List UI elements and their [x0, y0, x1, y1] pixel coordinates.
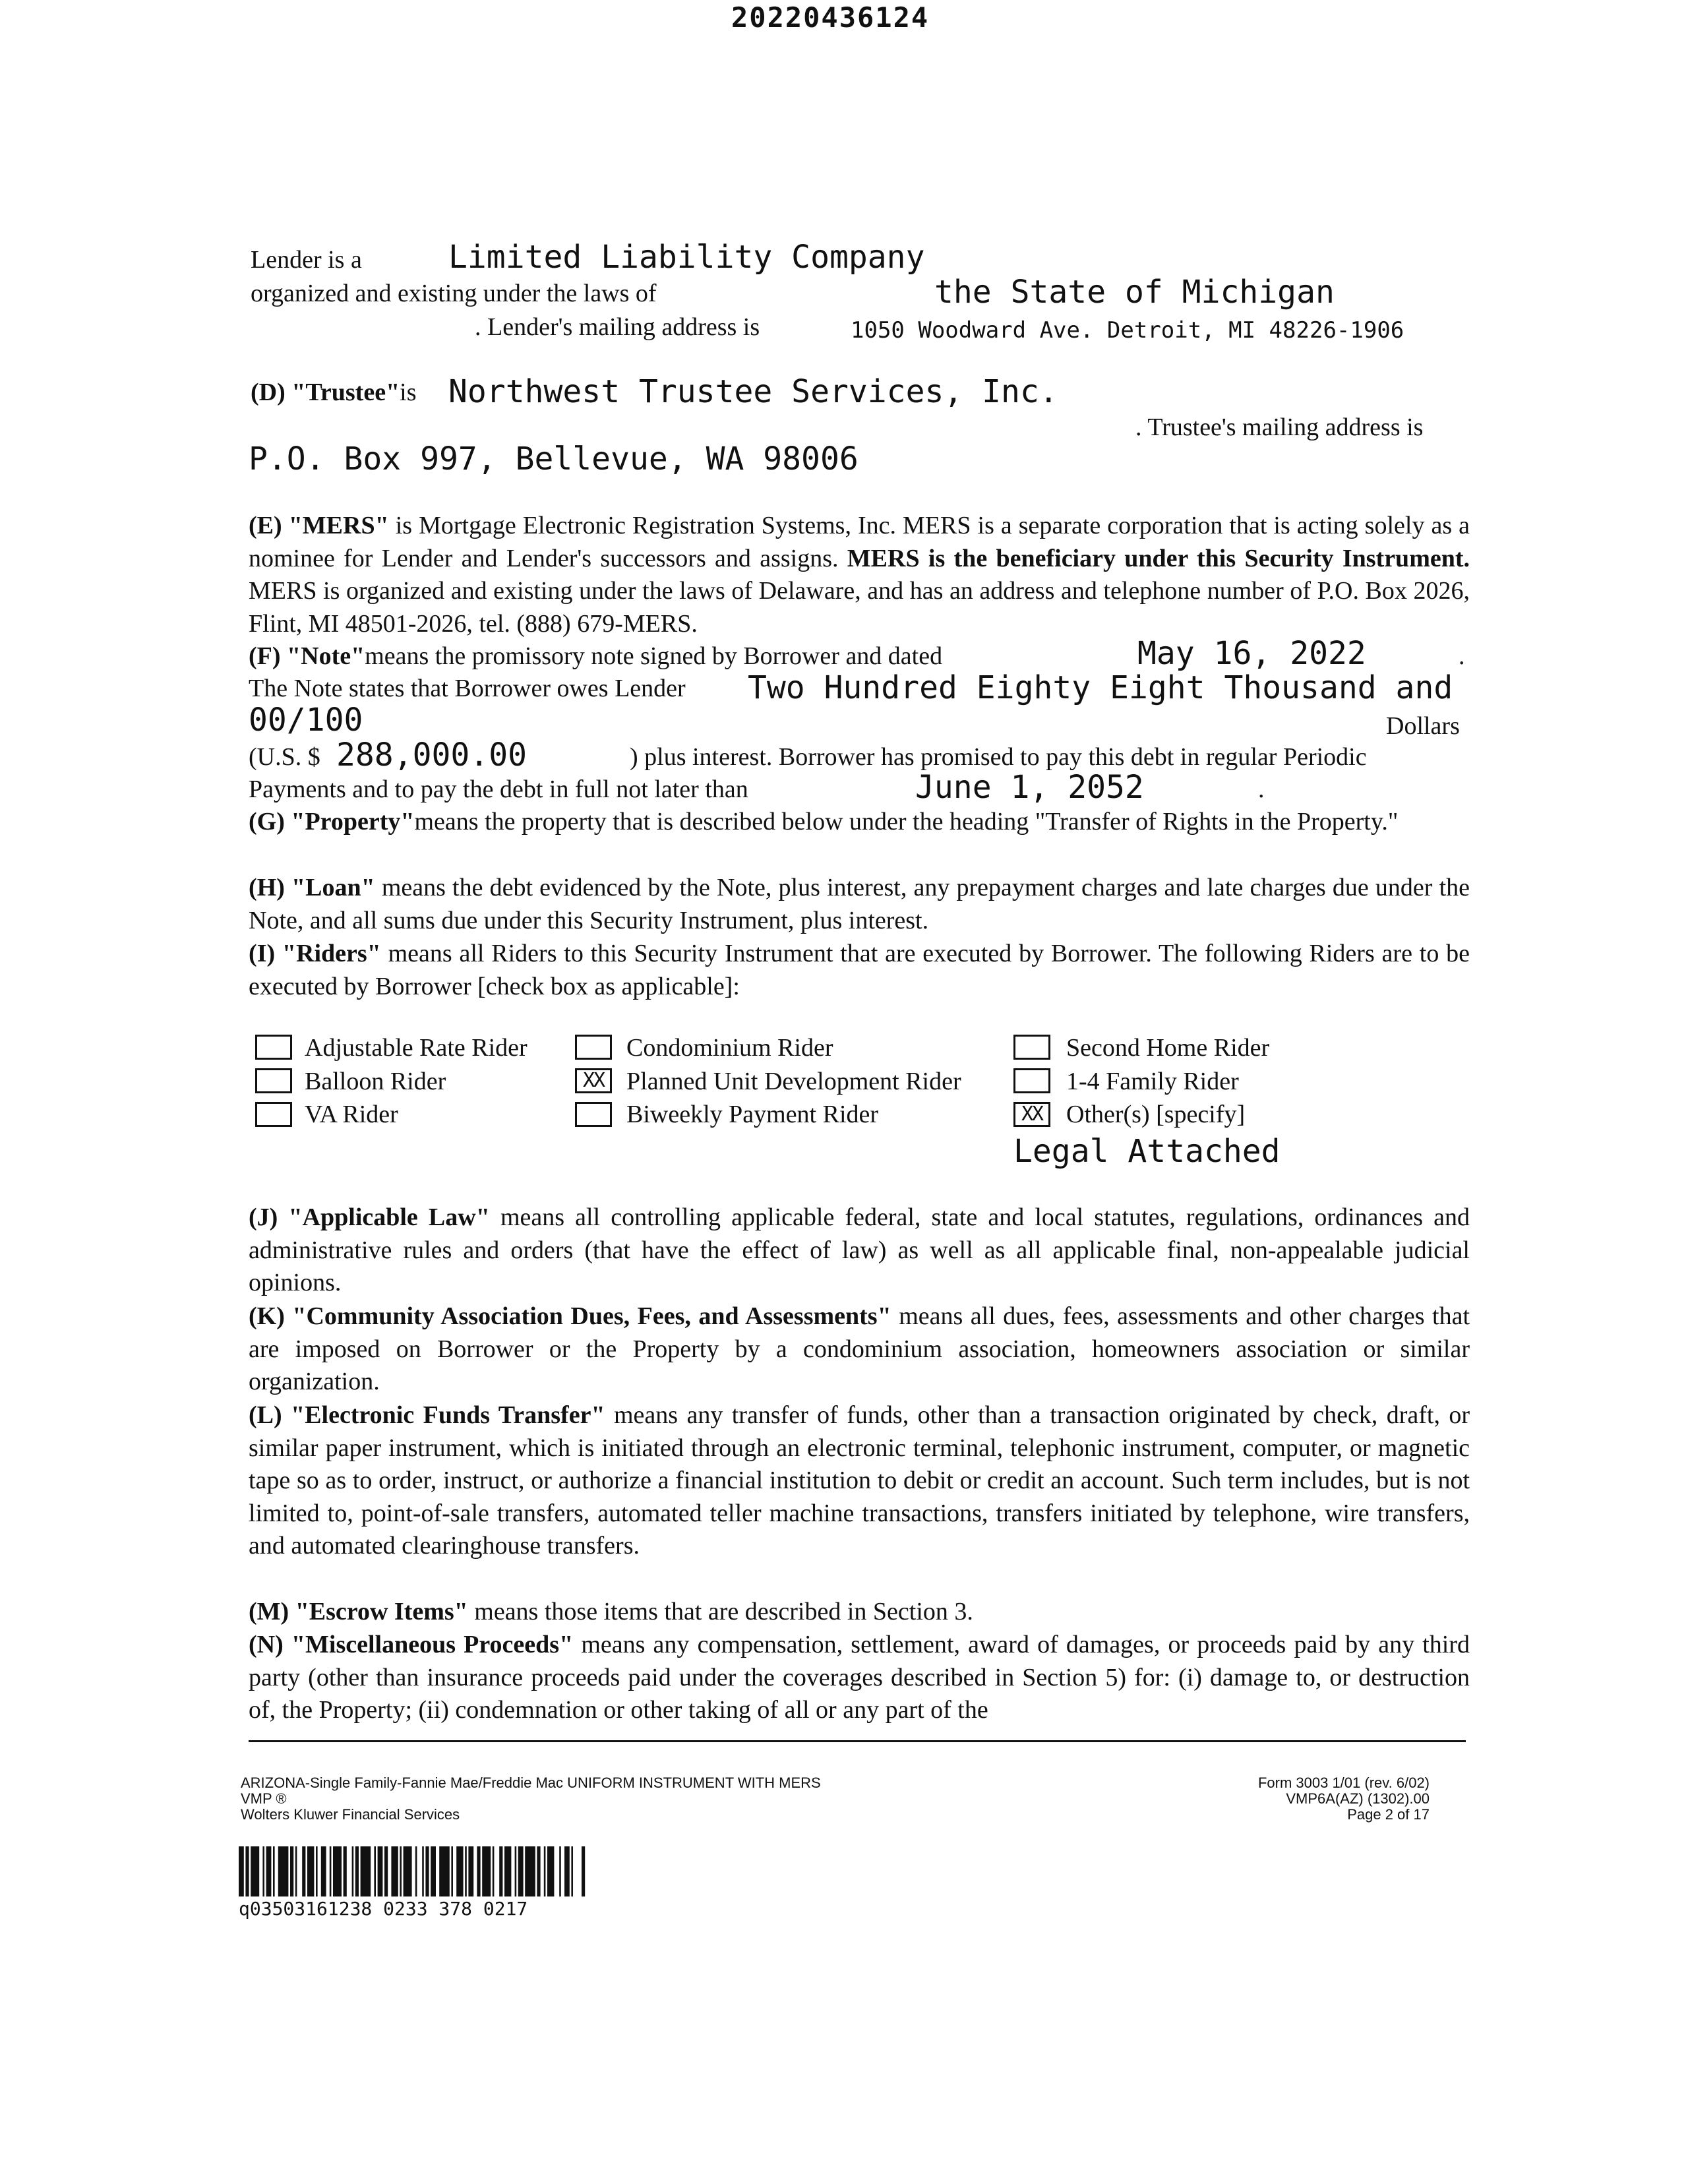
label-second-home-rider: Second Home Rider	[1066, 1034, 1270, 1062]
footer-form-number: Form 3003 1/01 (rev. 6/02)	[1257, 1774, 1430, 1791]
barcode-bar	[355, 1846, 359, 1896]
trustee-mailing-label: . Trustee's mailing address is	[1135, 413, 1424, 441]
note-dollars-label: Dollars	[1386, 712, 1460, 740]
riders-text: means all Riders to this Security Instrument that are executed by Borrower. The following Riders are to be executed by Borrower [check box as applicable]:	[249, 940, 1470, 1000]
barcode-bar	[504, 1846, 511, 1896]
barcode-bar	[374, 1846, 376, 1896]
note-text-4: Payments and to pay the debt in full not later than	[249, 775, 748, 803]
barcode-bar	[477, 1846, 480, 1896]
barcode-bar	[361, 1846, 371, 1896]
trustee-term: "Trustee"	[291, 379, 400, 406]
note-line-1	[249, 642, 942, 671]
label-balloon-rider: Balloon Rider	[305, 1068, 446, 1095]
checkbox-other-rider[interactable]: XX	[1013, 1102, 1050, 1127]
barcode-bar	[451, 1846, 453, 1896]
barcode-bar	[544, 1846, 546, 1896]
barcode-bar	[307, 1846, 314, 1896]
applicable-law-definition	[249, 1201, 1470, 1300]
community-text: means all dues, fees, assessments and other charges that are imposed on Borrower or the Property by a condominium association, homeowners association or similar organization.	[249, 1302, 1470, 1395]
lender-organized-label: organized and existing under the laws of	[251, 280, 657, 307]
mers-beneficiary-text: MERS is the beneficiary under this Security Instrument.	[847, 544, 1470, 572]
note-date-field: May 16, 2022	[1137, 635, 1366, 672]
note-term: "Note"	[287, 642, 365, 670]
lender-type-field: Limited Liability Company	[448, 239, 925, 276]
barcode-bar	[525, 1846, 535, 1896]
note-date-period: .	[1459, 642, 1465, 670]
barcode-bar	[239, 1846, 244, 1896]
checkbox-balloon-rider[interactable]	[255, 1068, 292, 1093]
note-text-3: ) plus interest. Borrower has promised to pay this debt in regular Periodic	[630, 743, 1367, 771]
community-association-definition	[249, 1300, 1470, 1399]
footer-publisher: Wolters Kluwer Financial Services	[241, 1806, 460, 1823]
escrow-items-definition	[249, 1596, 1470, 1629]
note-maturity-period: .	[1258, 775, 1265, 803]
barcode-bar	[493, 1846, 495, 1896]
misc-text: means any compensation, settlement, award of damages, or proceeds paid by any third party (other than insurance proceeds paid under the coverages described in Section 5) for: (i) damage to, or destruction of, the Property; (ii) condemnation or other taking of all or any part of the	[249, 1631, 1470, 1724]
mers-text-1: is Mortgage Electronic Registration Systems, Inc. MERS is a separate corporation that is acting solely as a nominee for Lender and Lender's successors and assigns.	[249, 512, 1470, 572]
barcode-bar	[384, 1846, 388, 1896]
barcode-bar	[391, 1846, 398, 1896]
barcode-bar	[482, 1846, 491, 1896]
barcode-bar	[456, 1846, 463, 1896]
barcode-image	[239, 1846, 717, 1896]
trustee-address-field: P.O. Box 997, Bellevue, WA 98006	[249, 440, 859, 477]
label-planned-unit-development-rider: Planned Unit Development Rider	[626, 1068, 961, 1095]
property-term: "Property"	[291, 808, 415, 835]
community-letter: (K)	[249, 1302, 285, 1330]
footer-vmp: VMP ®	[241, 1790, 287, 1807]
barcode-bar	[564, 1846, 570, 1896]
loan-term: "Loan"	[291, 874, 375, 901]
property-text: means the property that is described below under the heading "Transfer of Rights in the Property."	[414, 808, 1399, 835]
lender-state-field: the State of Michigan	[934, 274, 1335, 311]
label-condominium-rider: Condominium Rider	[626, 1034, 833, 1062]
barcode-bar	[515, 1846, 517, 1896]
eft-term: "Electronic Funds Transfer"	[291, 1401, 605, 1429]
note-text-1: means the promissory note signed by Borrower and dated	[365, 642, 943, 670]
loan-letter: (H)	[249, 874, 285, 901]
barcode-bar	[262, 1846, 264, 1896]
barcode-bar	[465, 1846, 467, 1896]
barcode-bar	[518, 1846, 524, 1896]
barcode-bar	[400, 1846, 402, 1896]
barcode-bar	[273, 1846, 275, 1896]
footer-page-number: Page 2 of 17	[1347, 1806, 1430, 1823]
trustee-letter: (D)	[251, 379, 286, 406]
checkbox-biweekly-payment-rider[interactable]	[575, 1102, 612, 1127]
note-letter: (F)	[249, 642, 281, 670]
eft-definition	[249, 1399, 1470, 1563]
note-amount-words-2: 00/100	[249, 702, 363, 739]
checkbox-planned-unit-development-rider[interactable]: XX	[575, 1068, 612, 1093]
community-term: "Community Association Dues, Fees, and Assessments"	[292, 1302, 891, 1330]
barcode-bar	[316, 1846, 318, 1896]
trustee-name-field: Northwest Trustee Services, Inc.	[448, 373, 1058, 410]
escrow-text: means those items that are described in Section 3.	[474, 1598, 973, 1625]
trustee-label	[251, 378, 417, 407]
checkbox-1-4-family-rider[interactable]	[1013, 1068, 1050, 1093]
barcode-bar	[537, 1846, 540, 1896]
mers-term: "MERS"	[288, 512, 389, 539]
note-owes-label: The Note states that Borrower owes Lender	[249, 675, 686, 702]
barcode-bar	[415, 1846, 417, 1896]
label-1-4-family-rider: 1-4 Family Rider	[1066, 1068, 1239, 1095]
note-maturity-field: June 1, 2052	[915, 769, 1144, 806]
loan-text: means the debt evidenced by the Note, plus interest, any prepayment charges and late charges due under the Note, and all sums due under this Security Instrument, plus interest.	[249, 874, 1470, 934]
barcode-bar	[439, 1846, 450, 1896]
other-rider-specify-field: Legal Attached	[1013, 1133, 1281, 1170]
checkbox-va-rider[interactable]	[255, 1102, 292, 1127]
barcode-bar	[582, 1846, 585, 1896]
document-number: 20220436124	[731, 1, 930, 34]
barcode-bar	[378, 1846, 383, 1896]
barcode-bar	[245, 1846, 249, 1896]
escrow-term: "Escrow Items"	[295, 1598, 468, 1625]
barcode-bar	[422, 1846, 424, 1896]
note-amount-words-1: Two Hundred Eighty Eight Thousand and	[748, 669, 1453, 706]
barcode-bar	[295, 1846, 297, 1896]
barcode-bar	[344, 1846, 347, 1896]
label-biweekly-payment-rider: Biweekly Payment Rider	[626, 1101, 879, 1128]
eft-text: means any transfer of funds, other than a transaction originated by check, draft, or similar paper instrument, which is initiated through an electronic terminal, telephonic instrument, computer, or magnetic tape so as to order, instruct, or authorize a financial institution to debit or credit an account. Such term includes, but is not limited to, point-of-sale transfers, automated teller machine transactions, transfers initiated by telephone, wire transfers, and automated clearinghouse transfers.	[249, 1401, 1470, 1560]
barcode-bar	[559, 1846, 561, 1896]
barcode-bar	[425, 1846, 429, 1896]
property-letter: (G)	[249, 808, 285, 835]
riders-letter: (I)	[249, 940, 276, 967]
applicable-law-term: "Applicable Law"	[288, 1203, 490, 1231]
barcode-bar	[333, 1846, 342, 1896]
barcode-bar	[290, 1846, 293, 1896]
loan-definition	[249, 872, 1470, 937]
riders-term: "Riders"	[282, 940, 381, 967]
barcode-bar	[404, 1846, 412, 1896]
barcode-bar	[547, 1846, 554, 1896]
eft-letter: (L)	[249, 1401, 282, 1429]
barcode-bar	[431, 1846, 436, 1896]
mers-text-2: MERS is organized and existing under the laws of Delaware, and has an address and telephone number of P.O. Box 2026, Flint, MI 48501-2026, tel. (888) 679-MERS.	[249, 577, 1470, 638]
note-amount-field: 288,000.00	[336, 737, 527, 774]
barcode-bar	[468, 1846, 473, 1896]
lender-mailing-label: . Lender's mailing address is	[475, 313, 760, 341]
checkbox-condominium-rider[interactable]	[575, 1035, 612, 1060]
misc-term: "Miscellaneous Proceeds"	[291, 1631, 574, 1658]
checkbox-second-home-rider[interactable]	[1013, 1035, 1050, 1060]
barcode-bar	[321, 1846, 326, 1896]
mers-definition	[249, 510, 1470, 640]
label-va-rider: VA Rider	[305, 1101, 398, 1128]
barcode-bar	[330, 1846, 332, 1896]
footer-form-title: ARIZONA-Single Family-Fannie Mae/Freddie Mac UNIFORM INSTRUMENT WITH MERS	[241, 1774, 821, 1791]
applicable-law-text: means all controlling applicable federal, state and local statutes, regulations, ordinances and administrative rules and orders (that have the effect of law) as well as all applicable final, non-appealable judicial opinions.	[249, 1203, 1470, 1296]
footer-rule	[249, 1740, 1466, 1742]
property-definition	[249, 806, 1470, 839]
lender-address-field: 1050 Woodward Ave. Detroit, MI 48226-1906	[851, 317, 1404, 344]
riders-definition	[249, 938, 1470, 1003]
barcode-bar	[352, 1846, 354, 1896]
barcode-bar	[251, 1846, 259, 1896]
mers-letter: (E)	[249, 512, 282, 539]
misc-proceeds-definition	[249, 1629, 1470, 1727]
barcode-text: q03503161238 0233 378 0217	[239, 1898, 528, 1920]
lender-is-a-label: Lender is a	[251, 246, 362, 274]
barcode-bar	[266, 1846, 272, 1896]
trustee-is: is	[400, 379, 417, 406]
footer-vmp-code: VMP6A(AZ) (1302).00	[1286, 1790, 1430, 1807]
label-adjustable-rate-rider: Adjustable Rate Rider	[305, 1034, 528, 1062]
barcode-bar	[499, 1846, 502, 1896]
misc-letter: (N)	[249, 1631, 284, 1658]
barcode-bar	[571, 1846, 573, 1896]
label-other-rider: Other(s) [specify]	[1066, 1101, 1246, 1128]
barcode-bar	[278, 1846, 289, 1896]
barcode-bar	[302, 1846, 305, 1896]
checkbox-adjustable-rate-rider[interactable]	[255, 1035, 292, 1060]
applicable-law-letter: (J)	[249, 1203, 278, 1231]
note-us-label: (U.S. $	[249, 743, 320, 771]
escrow-letter: (M)	[249, 1598, 289, 1625]
